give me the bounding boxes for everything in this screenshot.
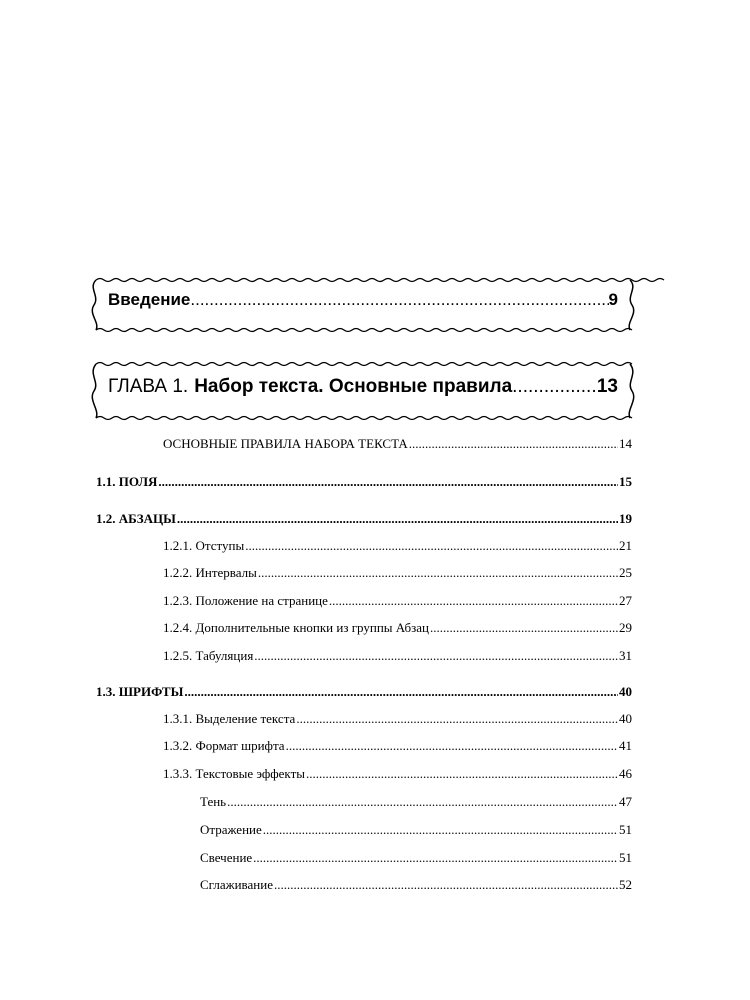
toc-entry-page: 31 [619, 648, 632, 663]
toc-entry-page: 51 [619, 850, 632, 865]
toc-entry-page: 40 [619, 711, 632, 726]
dot-leader [184, 684, 618, 700]
intro-page: 9 [608, 290, 618, 309]
toc-entry[interactable] [96, 474, 632, 490]
chapter-page: 13 [596, 376, 618, 397]
intro-frame [90, 276, 636, 334]
toc-entry-page: 27 [619, 593, 632, 608]
toc-entry-page: 29 [619, 620, 632, 635]
dot-leader [329, 593, 618, 609]
toc-entry-text: 1.3.2. Формат шрифта [163, 738, 285, 753]
dot-leader [263, 822, 618, 838]
toc-entry-page: 21 [619, 538, 632, 553]
toc-entry-text: 1.3.3. Текстовые эффекты [163, 766, 305, 781]
toc-entry[interactable] [163, 593, 632, 609]
toc-entry-text: ОСНОВНЫЕ ПРАВИЛА НАБОРА ТЕКСТА [163, 436, 408, 451]
intro-title: Введение [108, 290, 191, 309]
toc-entry[interactable] [200, 877, 632, 893]
toc-entry-page: 25 [619, 565, 632, 580]
toc-entry-page: 51 [619, 822, 632, 837]
toc-entry-text: Тень [200, 794, 227, 809]
chapter-label: ГЛАВА 1. [108, 376, 189, 397]
toc-entry-page: 52 [619, 877, 632, 892]
toc-entry[interactable] [163, 620, 632, 636]
toc-entry-text: Сглаживание [200, 877, 273, 892]
dot-leader [296, 711, 618, 727]
dot-leader [158, 474, 618, 490]
dot-leader [254, 648, 618, 664]
dot-leader [286, 738, 618, 754]
toc-entry[interactable] [163, 648, 632, 664]
toc-entry[interactable] [163, 436, 632, 452]
dot-leader [177, 511, 618, 527]
toc-entry[interactable] [200, 850, 632, 866]
toc-entry[interactable] [96, 511, 632, 527]
toc-entry-text: 1.2.3. Положение на странице [163, 593, 328, 608]
dot-leader [306, 766, 618, 782]
toc-entry[interactable] [200, 822, 632, 838]
dot-leader [258, 565, 618, 581]
toc-entry-text: Отражение [200, 822, 262, 837]
toc-entry-text: 1.2. АБЗАЦЫ [96, 511, 176, 526]
toc-entry-text: 1.2.2. Интервалы [163, 565, 257, 580]
dot-leader [430, 620, 618, 636]
dot-leader [253, 850, 618, 866]
toc-entry[interactable] [163, 565, 632, 581]
toc-entry-text: 1.2.4. Дополнительные кнопки из группы Абзац [163, 620, 429, 635]
dot-leader [274, 877, 618, 893]
toc-entry[interactable] [163, 738, 632, 754]
dot-leader [227, 794, 618, 810]
toc-entry-text: 1.2.1. Отступы [163, 538, 245, 553]
dot-leader [245, 538, 618, 554]
toc-entry-page: 19 [619, 511, 632, 526]
toc-entry-text: 1.3. ШРИФТЫ [96, 684, 184, 699]
toc-entry-text: 1.3.1. Выделение текста [163, 711, 296, 726]
chapter-entry[interactable] [108, 376, 618, 398]
toc-entry-page: 15 [619, 474, 632, 489]
toc-entry[interactable] [200, 794, 632, 810]
toc-entry[interactable] [163, 538, 632, 554]
dot-leader [409, 436, 618, 452]
intro-entry[interactable] [108, 290, 618, 310]
dot-leader [190, 290, 608, 310]
toc-entry-page: 40 [619, 684, 632, 699]
toc-entry[interactable] [163, 766, 632, 782]
toc-entry[interactable] [163, 711, 632, 727]
dot-leader [512, 376, 597, 398]
toc-entry-page: 41 [619, 738, 632, 753]
toc-entry-page: 46 [619, 766, 632, 781]
toc-entry-page: 47 [619, 794, 632, 809]
chapter-title: Набор текста. Основные правила [194, 376, 513, 397]
toc-entry-text: 1.2.5. Табуляция [163, 648, 254, 663]
toc-entry[interactable] [96, 684, 632, 700]
toc-entry-page: 14 [619, 436, 632, 451]
toc-entry-text: Свечение [200, 850, 253, 865]
toc-entry-text: 1.1. ПОЛЯ [96, 474, 158, 489]
chapter-frame [90, 360, 636, 422]
